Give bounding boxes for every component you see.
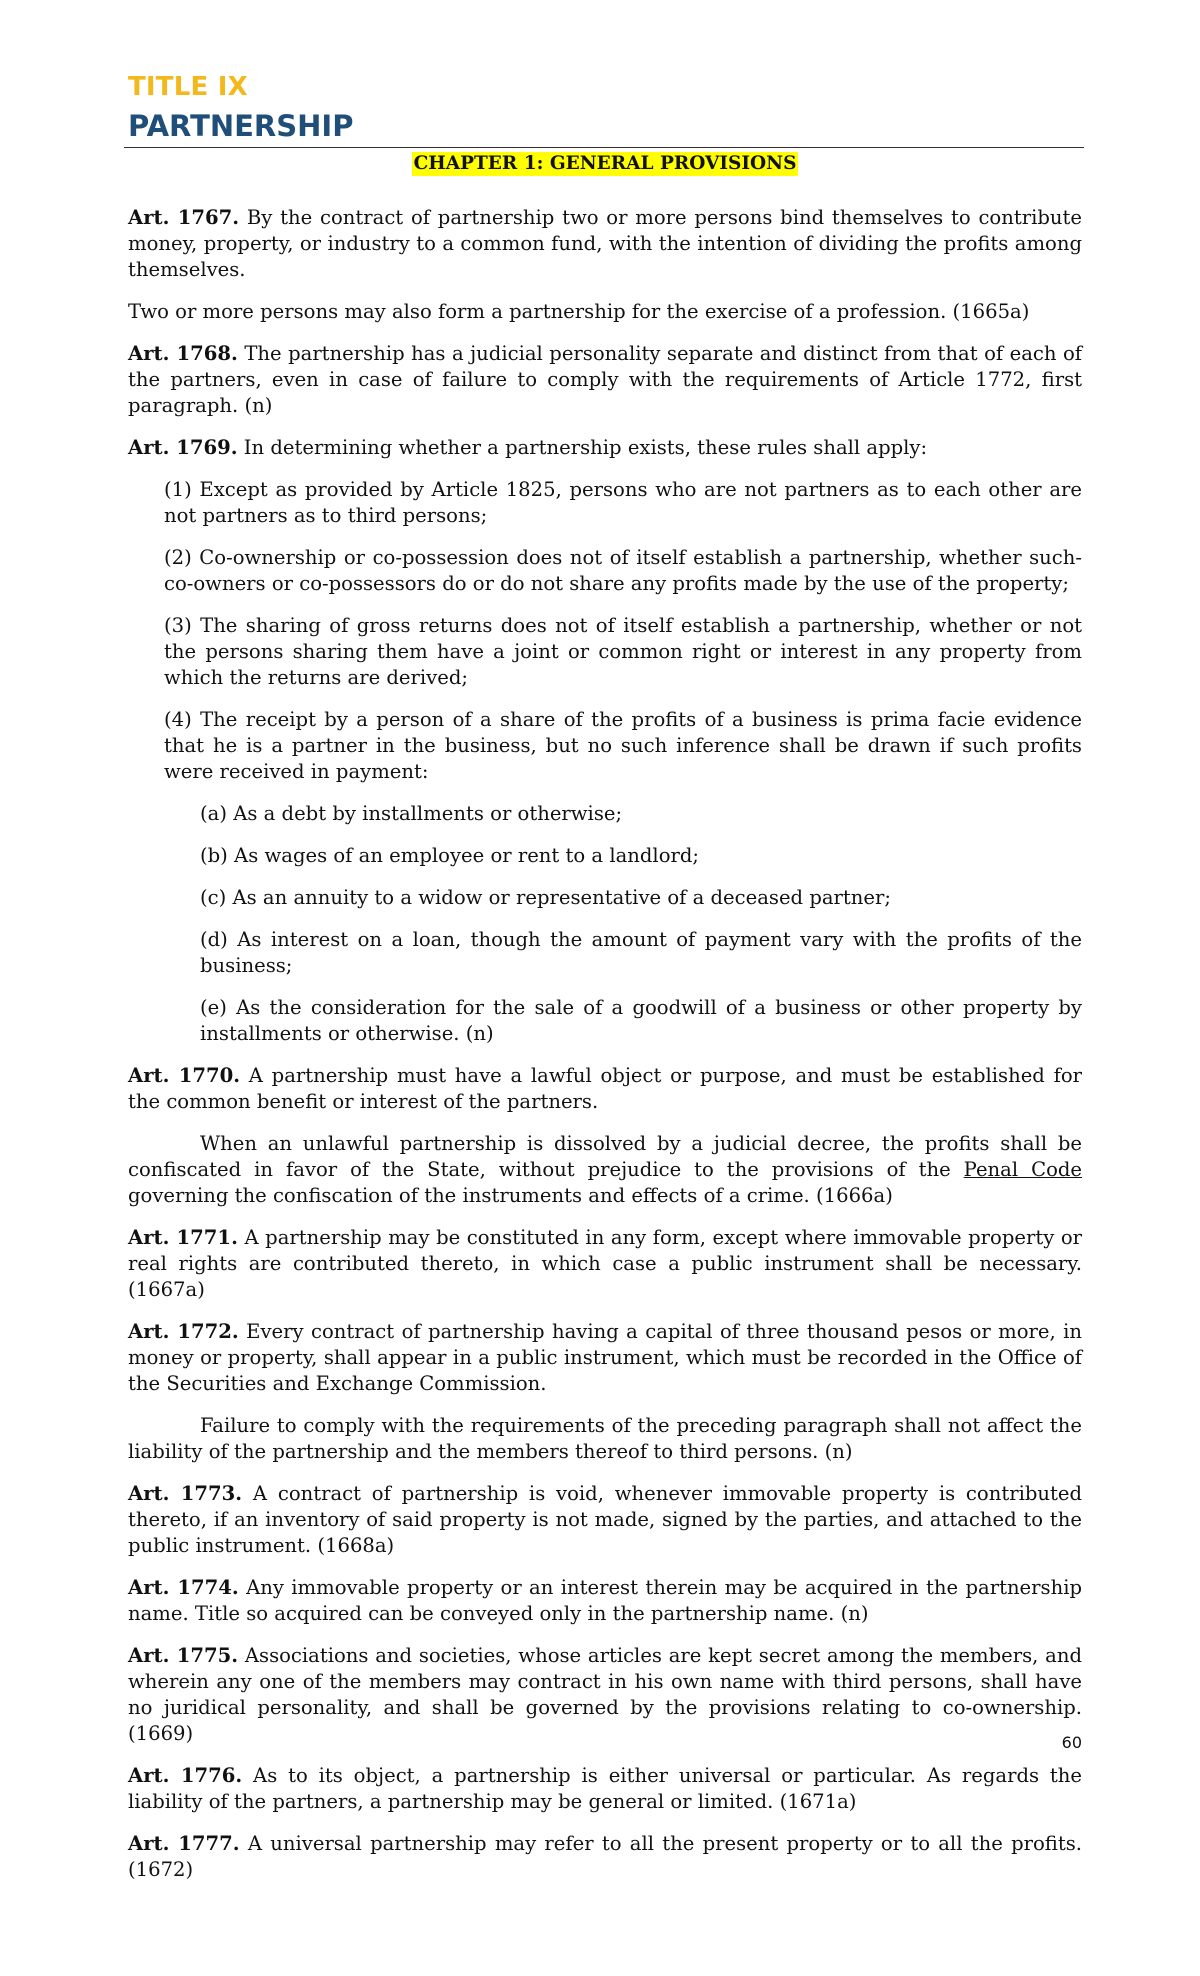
- chapter-heading-wrap: [128, 150, 1082, 176]
- article-text: Any immovable property or an interest therein may be acquired in the partnership name. Title so acquired can be conveyed only in the partnership name. (n): [128, 1576, 1083, 1625]
- article-number: Art. 1773.: [128, 1482, 243, 1505]
- rule-2: (2) Co-ownership or co-possession does not of itself establish a partnership, whether such-co-owners or co-possessors do or do not share any profits made by the use of the property;: [164, 546, 1082, 595]
- article-1770-para-2: [128, 1131, 1082, 1209]
- article-text: As to its object, a partnership is either universal or particular. As regards the liability of the partners, a partnership may be general or limited. (1671a): [128, 1764, 1083, 1813]
- header-divider: [124, 147, 1084, 148]
- text-before-link: When an unlawful partnership is dissolved by a judicial decree, the profits shall be confiscated in favor of the State, without prejudice to the provisions of the: [128, 1132, 1082, 1181]
- article-1774: [128, 1575, 1082, 1627]
- article-text: In determining whether a partnership exists, these rules shall apply:: [237, 436, 928, 459]
- article-text: A partnership must have a lawful object or purpose, and must be established for the common benefit or interest of the partners.: [128, 1064, 1082, 1113]
- article-number: Art. 1772.: [128, 1320, 239, 1343]
- article-text: A universal partnership may refer to all the present property or to all the profits. (1672): [128, 1832, 1082, 1881]
- title-partnership-heading: PARTNERSHIP: [128, 109, 354, 143]
- article-number: Art. 1770.: [128, 1064, 241, 1087]
- article-1771: [128, 1225, 1082, 1303]
- article-text: The partnership has a judicial personality separate and distinct from that of each of the partners, even in case of failure to comply with the requirements of Article 1772, first paragraph. (n): [128, 342, 1083, 417]
- article-text: A contract of partnership is void, whenever immovable property is contributed thereto, if an inventory of said property is not made, signed by the parties, and attached to the public instrument. (1668a): [128, 1482, 1083, 1557]
- article-1770: [128, 1063, 1082, 1115]
- page-number: 60: [1061, 1733, 1082, 1752]
- article-1776: [128, 1763, 1082, 1815]
- article-number: Art. 1774.: [128, 1576, 239, 1599]
- rule-1: (1) Except as provided by Article 1825, persons who are not partners as to each other are not partners as to third persons;: [164, 478, 1082, 527]
- article-number: Art. 1775.: [128, 1644, 239, 1667]
- rule-4-item-e: (e) As the consideration for the sale of a goodwill of a business or other property by installments or otherwise. (n): [200, 996, 1082, 1045]
- article-number: Art. 1768.: [128, 342, 238, 365]
- article-1767-para-2: Two or more persons may also form a partnership for the exercise of a profession. (1665a): [128, 300, 1030, 323]
- rule-4-item-c: (c) As an annuity to a widow or representative of a deceased partner;: [200, 886, 891, 909]
- article-text: A partnership may be constituted in any form, except where immovable property or real rights are contributed thereto, in which case a public instrument shall be necessary. (1667a): [128, 1226, 1082, 1301]
- document-body: [128, 205, 1082, 1899]
- article-1767: [128, 205, 1082, 283]
- rule-4-item-a: (a) As a debt by installments or otherwise;: [200, 802, 623, 825]
- article-number: Art. 1771.: [128, 1226, 238, 1249]
- rule-4-item-b: (b) As wages of an employee or rent to a landlord;: [200, 844, 700, 867]
- article-text: By the contract of partnership two or more persons bind themselves to contribute money, property, or industry to a common fund, with the intention of dividing the profits among themselves.: [128, 206, 1082, 281]
- article-number: Art. 1777.: [128, 1832, 240, 1855]
- article-text: Every contract of partnership having a capital of three thousand pesos or more, in money or property, shall appear in a public instrument, which must be recorded in the Office of the Securities and Exchange Commission.: [128, 1320, 1083, 1395]
- article-number: Art. 1767.: [128, 206, 240, 229]
- article-text: Associations and societies, whose articles are kept secret among the members, and wherein any one of the members may contract in his own name with third persons, shall have no juridical personality, and shall be governed by the provisions relating to co-ownership. (1669): [128, 1644, 1082, 1745]
- article-1773: [128, 1481, 1082, 1559]
- title-ix-heading: TITLE IX: [128, 72, 248, 102]
- rule-3: (3) The sharing of gross returns does not of itself establish a partnership, whether or not the persons sharing them have a joint or common right or interest in any property from which the returns are derived;: [164, 614, 1082, 689]
- article-1769: [128, 435, 1082, 461]
- article-1777: [128, 1831, 1082, 1883]
- article-number: Art. 1769.: [128, 436, 238, 459]
- rule-4: (4) The receipt by a person of a share of the profits of a business is prima facie evidence that he is a partner in the business, but no such inference shall be drawn if such profits were received in payment:: [164, 708, 1082, 783]
- rule-4-item-d: (d) As interest on a loan, though the amount of payment vary with the profits of the business;: [200, 928, 1082, 977]
- text-after-link: governing the confiscation of the instruments and effects of a crime. (1666a): [128, 1184, 893, 1207]
- article-1772: [128, 1319, 1082, 1397]
- chapter-heading: CHAPTER 1: GENERAL PROVISIONS: [413, 153, 797, 174]
- article-1772-para-2: Failure to comply with the requirements of the preceding paragraph shall not affect the liability of the partnership and the members thereof to third persons. (n): [128, 1414, 1082, 1463]
- article-number: Art. 1776.: [128, 1764, 243, 1787]
- penal-code-link[interactable]: Penal Code: [963, 1158, 1083, 1181]
- article-1768: [128, 341, 1082, 419]
